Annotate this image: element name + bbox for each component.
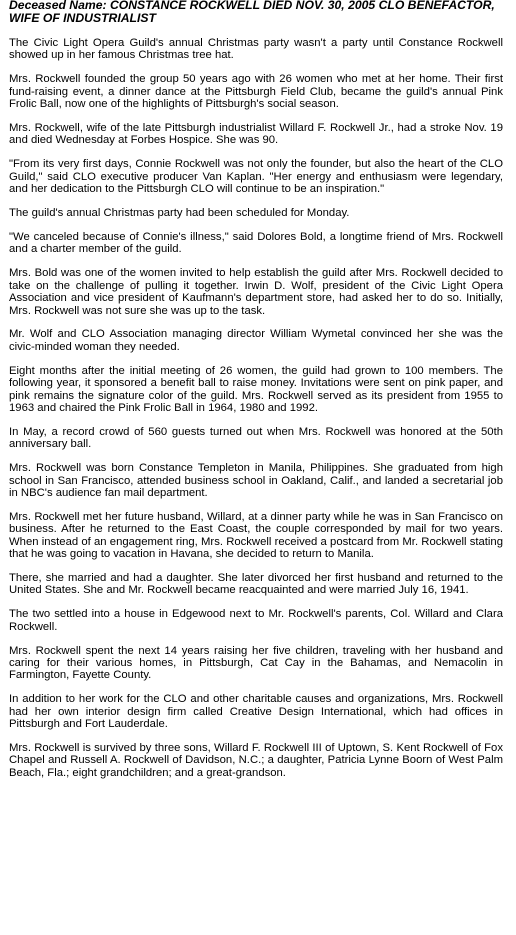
article-paragraph: There, she married and had a daughter. She later divorced her first husband and returned to the United States. She and Mr. Rockwell became reacquainted and were married July 16, 1941.: [9, 572, 503, 597]
article-paragraph: In May, a record crowd of 560 guests turned out when Mrs. Rockwell was honored at the 50th anniversary ball.: [9, 425, 503, 451]
article-paragraph: Mrs. Rockwell spent the next 14 years raising her five children, traveling with her husband and caring for their various homes, in Pittsburgh, Cat Cay in the Bahamas, and Nemacolin in Farmington, Fayette County.: [9, 644, 503, 682]
article-paragraph: Mrs. Rockwell is survived by three sons, Willard F. Rockwell III of Uptown, S. Kent Rockwell of Fox Chapel and Russell A. Rockwell of Davidson, N.C.; a daughter, Patricia Lynne Boorn of West Palm Beach, Fla.; eight grandchildren; and a great-grandson.: [9, 742, 503, 779]
article-paragraph: Mrs. Rockwell met her future husband, Willard, at a dinner party while he was in San Francisco on business. After he returned to the East Coast, the couple corresponded by mail for two years. When instead of an engagement ring, Mrs. Rockwell received a postcard from Mr. Rockwell stating that he was going to vacation in Havana, she decided to return to Manila.: [9, 510, 503, 561]
article-paragraph: Mrs. Bold was one of the women invited to help establish the guild after Mrs. Rockwell decided to take on the challenge of pulling it together. Irwin D. Wolf, president of the Civic Light Opera Association and vice president of Kaufmann's department store, had asked her to do so. Initially, Mrs. Rockwell was not sure she was up to the task.: [9, 267, 503, 317]
article-paragraph: Mrs. Rockwell was born Constance Templeton in Manila, Philippines. She graduated from high school in San Francisco, attended business school in Oakland, Calif., and landed a secretarial job in NBC's audience fan mail department.: [9, 462, 503, 499]
article-headline: Deceased Name: CONSTANCE ROCKWELL DIED NOV. 30, 2005 CLO BENEFACTOR, WIFE OF INDUSTRIALIST: [9, 0, 495, 25]
article-paragraph: Eight months after the initial meeting of 26 women, the guild had grown to 100 members. The following year, it sponsored a benefit ball to raise money. Invitations were sent on pink paper, and pink remains the signature color of the guild. Mrs. Rockwell served as its president from 1955 to 1963 and chaired the Pink Frolic Ball in 1964, 1980 and 1992.: [9, 364, 503, 414]
article-paragraph: In addition to her work for the CLO and other charitable causes and organizations, Mrs. Rockwell had her own interior design firm called Creative Design International, which had offices in Pittsburgh and Fort Lauderdale.: [9, 693, 503, 731]
article-paragraph: The guild's annual Christmas party had been scheduled for Monday.: [9, 207, 350, 220]
article-paragraph: The two settled into a house in Edgewood next to Mr. Rockwell's parents, Col. Willard and Clara Rockwell.: [9, 608, 503, 633]
article-paragraph: Mrs. Rockwell founded the group 50 years ago with 26 women who met at her home. Their first fund-raising event, a dinner dance at the Pittsburgh Field Club, became the guild's annual Pink Frolic Ball, now one of the highlights of Pittsburgh's social season.: [9, 73, 503, 111]
article-paragraph: The Civic Light Opera Guild's annual Christmas party wasn't a party until Constance Rockwell showed up in her famous Christmas tree hat.: [9, 37, 503, 62]
article-paragraph: "From its very first days, Connie Rockwell was not only the founder, but also the heart of the CLO Guild," said CLO executive producer Van Kaplan. "Her energy and enthusiasm were legendary, and her dedication to the Pittsburgh CLO will continue to be an inspiration.": [9, 158, 503, 196]
article-paragraph: "We canceled because of Connie's illness," said Dolores Bold, a longtime friend of Mrs. Rockwell and a charter member of the guild.: [9, 230, 503, 256]
article-paragraph: Mr. Wolf and CLO Association managing director William Wymetal convinced her she was the civic-minded woman they needed.: [9, 328, 503, 353]
article-paragraph: Mrs. Rockwell, wife of the late Pittsburgh industrialist Willard F. Rockwell Jr., had a stroke Nov. 19 and died Wednesday at Forbes Hospice. She was 90.: [9, 122, 503, 147]
